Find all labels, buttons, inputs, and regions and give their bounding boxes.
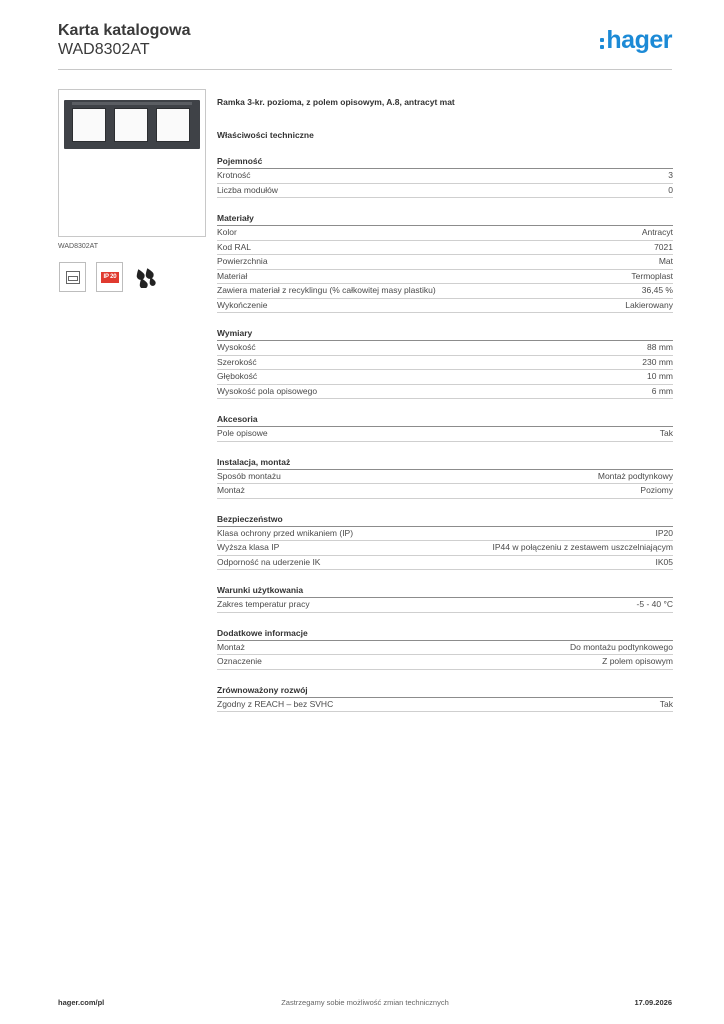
spec-label: Zawiera materiał z recyklingu (% całkowitej masy plastiku) [217,285,436,295]
technical-properties-title: Właściwości techniczne [217,130,314,140]
spec-value: 88 mm [647,342,673,352]
spec-row [217,341,673,356]
section-title: Materiały [217,212,673,226]
spec-label: Powierzchnia [217,256,268,266]
spec-label: Wysokość pola opisowego [217,385,318,396]
spec-value: 10 mm [647,371,673,381]
spec-label: Wyższa klasa IP [217,542,280,552]
spec-row [217,698,673,713]
footer-date: 17.09.2026 [634,998,672,1007]
spec-section [217,456,673,499]
spec-row [217,356,673,371]
spec-section [217,155,673,198]
flush-mount-switch-icon [59,262,86,292]
spec-section [217,513,673,571]
spec-value: Antracyt [641,227,673,237]
frame-slot [156,108,190,142]
spec-value: Montaż podtynkowy [597,470,673,481]
spec-value: Tak [659,428,673,438]
document-subtitle: WAD8302AT [58,41,150,58]
spec-label: Montaż [217,641,245,652]
spec-row [217,470,673,485]
section-title: Wymiary [217,327,673,341]
spec-label: Odporność na uderzenie IK [217,556,321,567]
spec-row [217,255,673,270]
spec-row [217,169,673,184]
spec-label: Zakres temperatur pracy [217,599,310,609]
spec-section [217,327,673,399]
page-header [58,20,672,70]
spec-content [217,96,673,712]
spec-row [217,556,673,571]
logo-dots-icon [600,38,604,49]
spec-label: Montaż [217,485,245,495]
spec-row [217,184,673,199]
spec-value: Mat [658,256,673,266]
section-title: Bezpieczeństwo [217,513,673,527]
spec-label: Głębokość [217,371,258,381]
spec-value: IP44 w połączeniu z zestawem uszczelniającym [492,542,673,552]
spec-value: Poziomy [640,485,673,495]
spec-section [217,413,673,442]
spec-value: Z polem opisowym [602,656,673,666]
spec-label: Krotność [217,170,251,180]
spec-label: Kod RAL [217,241,252,252]
product-description: Ramka 3-kr. pozioma, z polem opisowym, A.8, antracyt mat [217,97,455,107]
spec-value: Termoplast [631,270,673,281]
spec-row [217,527,673,542]
frame-slot [114,108,148,142]
ip-badge-text: IP 20 [101,272,119,283]
spec-row [217,270,673,285]
spec-label: Zgodny z REACH – bez SVHC [217,698,334,709]
spec-row [217,299,673,314]
section-title: Pojemność [217,155,673,169]
spec-row [217,241,673,256]
spec-row [217,641,673,656]
hager-logo [600,26,672,55]
footer-notice: Zastrzegamy sobie możliwość zmian technicznych [281,998,449,1007]
section-title: Zrównoważony rozwój [217,684,673,698]
logo-text: hager [606,26,672,54]
spec-value: 7021 [654,241,673,252]
spec-value: -5 - 40 °C [636,599,673,609]
spec-value: Lakierowany [625,299,673,310]
water-drops-icon [133,262,160,292]
spec-label: Kolor [217,227,237,237]
spec-label: Szerokość [217,356,257,367]
spec-row [217,655,673,670]
label-strip [72,102,192,105]
product-code-caption: WAD8302AT [58,243,99,250]
spec-value: 6 mm [651,385,673,396]
spec-label: Klasa ochrony przed wnikaniem (IP) [217,527,354,538]
product-image [58,89,206,237]
spec-row [217,541,673,556]
spec-section [217,684,673,713]
spec-value: 0 [668,184,673,195]
spec-value: IK05 [655,556,673,567]
spec-value: 3 [668,170,673,180]
spec-section [217,627,673,670]
section-title: Dodatkowe informacje [217,627,673,641]
frame-slot [72,108,106,142]
spec-section [217,212,673,313]
spec-value: 230 mm [642,356,673,367]
spec-section [217,584,673,613]
section-title: Akcesoria [217,413,673,427]
spec-row [217,427,673,442]
frame-3-gang-image [64,100,200,149]
spec-row [217,284,673,299]
spec-value: IP20 [655,527,673,538]
spec-label: Oznaczenie [217,656,262,666]
spec-row [217,484,673,499]
spec-label: Sposób montażu [217,470,281,481]
spec-label: Liczba modułów [217,184,278,195]
spec-value: Tak [659,698,673,709]
spec-value: Do montażu podtynkowego [569,641,673,652]
section-title: Warunki użytkowania [217,584,673,598]
footer-website-link[interactable]: hager.com/pl [58,998,105,1007]
section-title: Instalacja, montaż [217,456,673,470]
drops-svg [135,266,157,288]
document-title: Karta katalogowa [58,22,191,39]
spec-label: Pole opisowe [217,428,268,438]
page-footer [58,998,672,1012]
ip-rating-badge-icon [96,262,123,292]
spec-row [217,226,673,241]
spec-sections [217,155,673,712]
spec-value: 36,45 % [641,285,673,295]
spec-label: Wykończenie [217,299,268,310]
spec-row [217,598,673,613]
spec-label: Materiał [217,270,248,281]
spec-row [217,385,673,400]
feature-icons [58,262,206,296]
spec-row [217,370,673,385]
spec-label: Wysokość [217,342,256,352]
